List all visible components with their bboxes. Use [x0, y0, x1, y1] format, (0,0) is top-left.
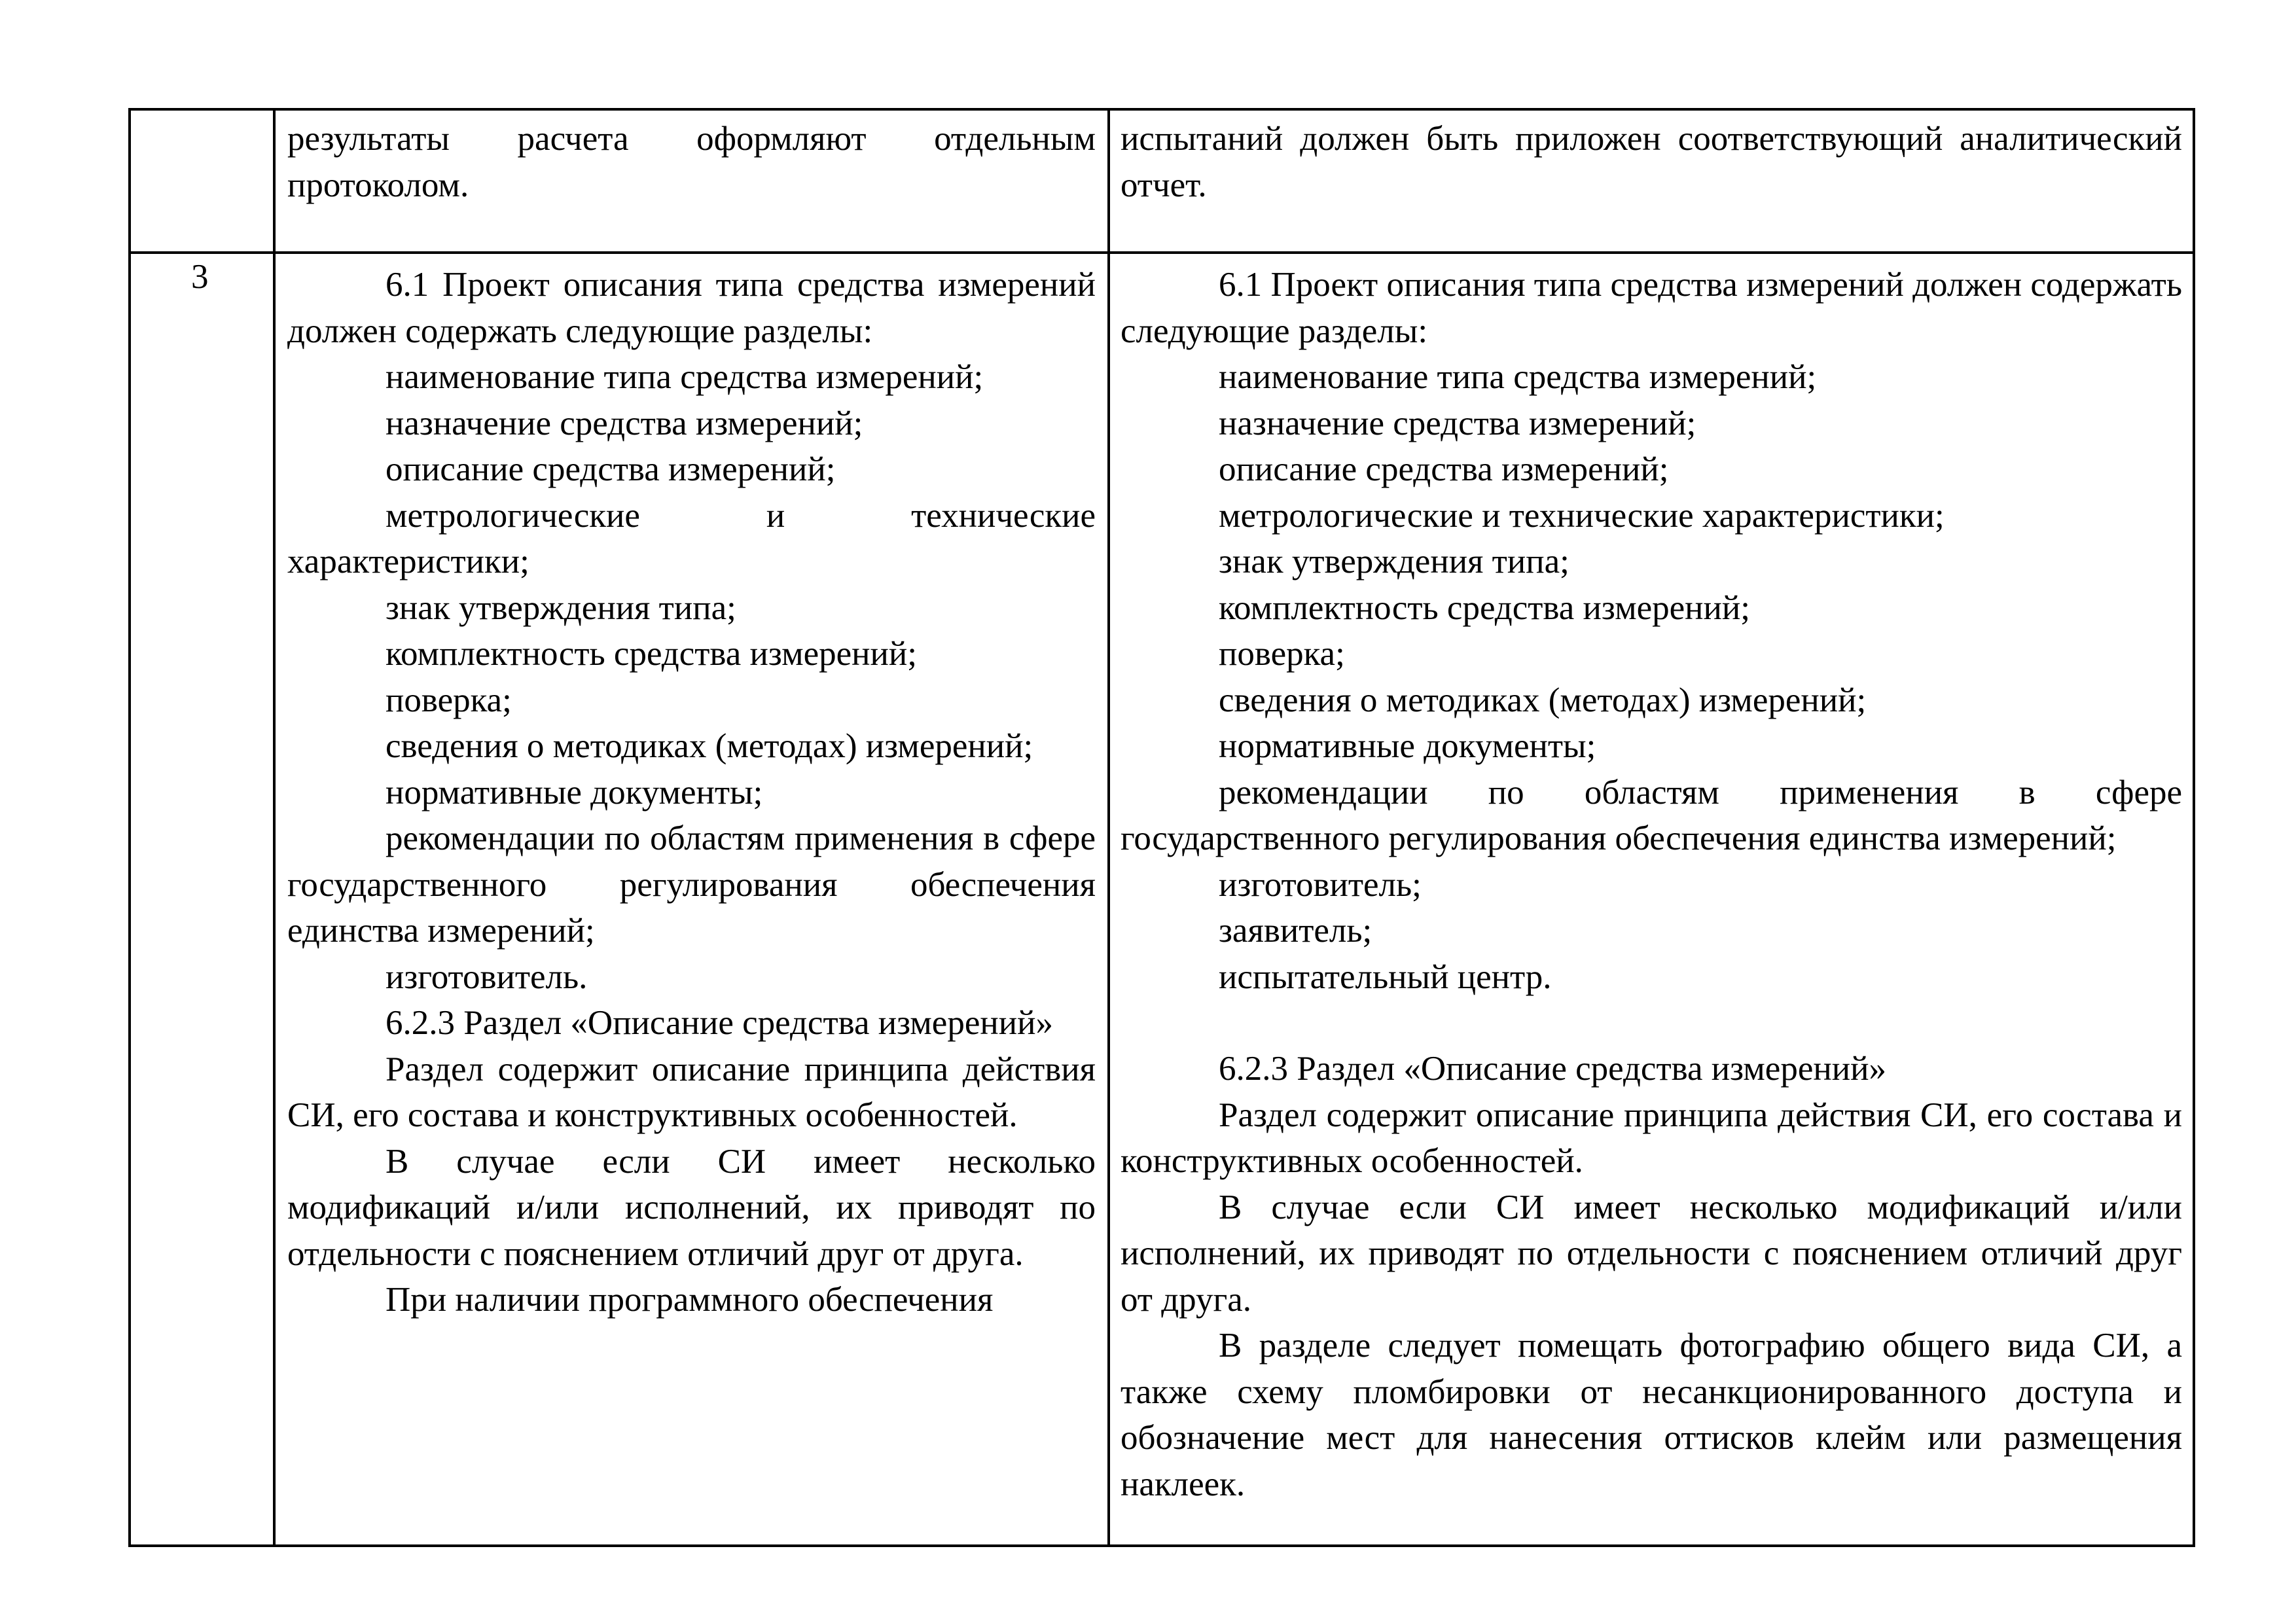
left-column-cell: [274, 109, 1109, 253]
list-item: заявитель;: [1219, 912, 1372, 950]
row-number-cell: 3: [130, 253, 274, 1546]
list-item: метрологические и технические характеристики;: [1219, 496, 1945, 535]
list-item: нормативные документы;: [386, 773, 763, 812]
list-item: изготовитель;: [1219, 865, 1422, 904]
list-item: описание средства измерений;: [386, 450, 836, 488]
right-paragraph-photo: В разделе следует помещать фотографию общего вида СИ, а также схему пломбировки от несанкционированного доступа и обозначение мест для нанесения оттисков клейм или размещения наклеек.: [1121, 1327, 2182, 1503]
comparison-table: [128, 108, 2195, 1547]
left-paragraph-6-1: 6.1 Проект описания типа средства измерений должен содержать следующие разделы:: [287, 266, 1096, 350]
right-column-cell: [1109, 109, 2194, 253]
list-item: комплектность средства измерений;: [386, 635, 917, 673]
list-item: испытательный центр.: [1219, 957, 1552, 996]
right-paragraph-description: Раздел содержит описание принципа действия СИ, его состава и конструктивных особенностей.: [1121, 1096, 2182, 1180]
list-item: сведения о методиках (методах) измерений;: [386, 727, 1033, 765]
list-item: назначение средства измерений;: [1219, 404, 1696, 442]
left-paragraph-modifications: В случае если СИ имеет несколько модификаций и/или исполнений, их приводят по отдельности с пояснением отличий друг от друга.: [287, 1142, 1096, 1273]
left-paragraph-software: При наличии программного обеспечения: [386, 1281, 994, 1319]
list-item: знак утверждения типа;: [1219, 543, 1570, 580]
paragraph-gap: [1121, 1000, 2182, 1046]
list-item: знак утверждения типа;: [386, 588, 736, 627]
right-paragraph-modifications: В случае если СИ имеет несколько модификаций и/или исполнений, их приводят по отдельности с пояснением отличий друг от друга.: [1121, 1188, 2182, 1319]
row-number-cell: [130, 109, 274, 253]
right-paragraph-6-2-3: 6.2.3 Раздел «Описание средства измерений»: [1219, 1050, 1886, 1088]
list-item: наименование типа средства измерений;: [1219, 358, 1817, 396]
list-item: рекомендации по областям применения в сфере государственного регулирования обеспечения единства измерений;: [287, 819, 1096, 950]
left-column-cell: [274, 253, 1109, 1546]
right-paragraph-6-1: 6.1 Проект описания типа средства измерений должен содержать следующие разделы:: [1121, 266, 2182, 350]
right-column-cell: [1109, 253, 2194, 1546]
table-row-continued: [130, 109, 2194, 253]
list-item: наименование типа средства измерений;: [386, 358, 984, 396]
list-item: изготовитель.: [386, 957, 588, 996]
list-item: нормативные документы;: [1219, 727, 1596, 765]
list-item: поверка;: [386, 681, 512, 719]
table-row-3: [130, 253, 2194, 1546]
right-continued-text: испытаний должен быть приложен соответствующий аналитический отчет.: [1121, 120, 2182, 204]
list-item: назначение средства измерений;: [386, 404, 863, 442]
list-item: описание средства измерений;: [1219, 450, 1669, 488]
list-item: поверка;: [1219, 635, 1345, 673]
list-item: метрологические и технические характеристики;: [287, 496, 1096, 580]
list-item: сведения о методиках (методах) измерений;: [1219, 681, 1867, 719]
left-continued-text: результаты расчета оформляют отдельным протоколом.: [287, 120, 1096, 204]
list-item: комплектность средства измерений;: [1219, 588, 1750, 627]
left-paragraph-description: Раздел содержит описание принципа действия СИ, его состава и конструктивных особенностей.: [287, 1050, 1096, 1134]
list-item: рекомендации по областям применения в сфере государственного регулирования обеспечения единства измерений;: [1121, 773, 2182, 857]
left-paragraph-6-2-3: 6.2.3 Раздел «Описание средства измерений»: [386, 1004, 1053, 1042]
